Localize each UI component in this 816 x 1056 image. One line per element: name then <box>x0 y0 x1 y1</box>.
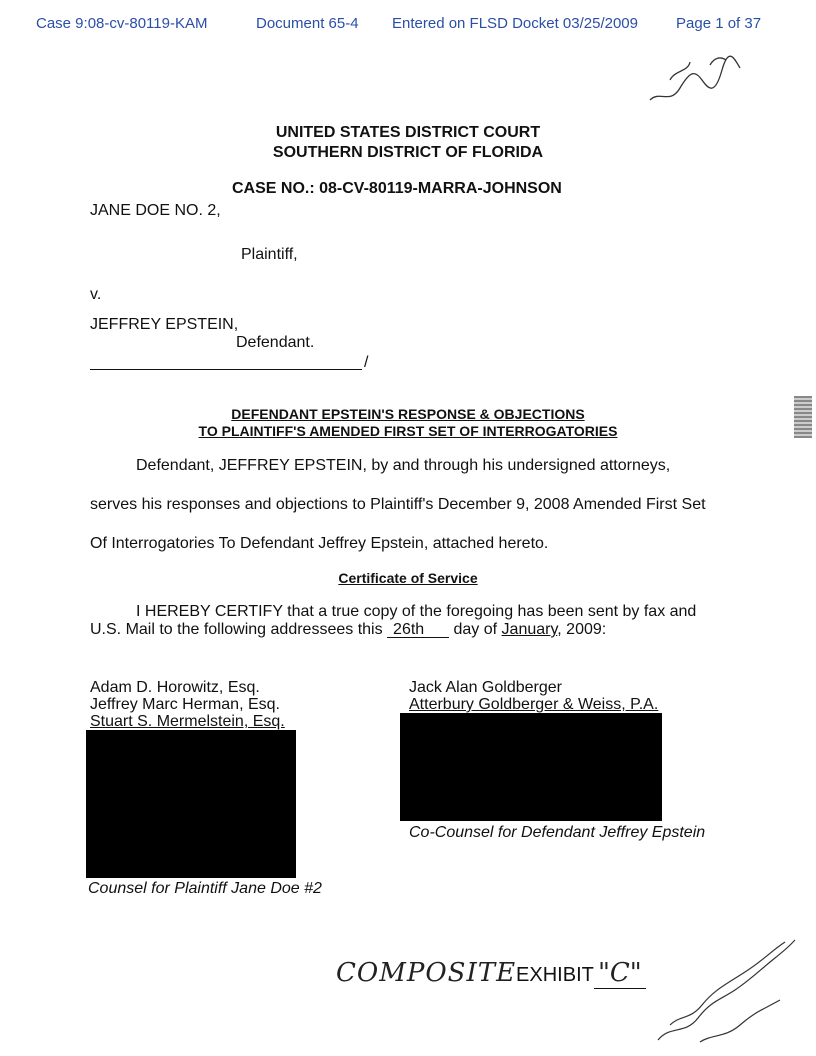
defendant-role: Defendant. <box>236 334 315 351</box>
docket-entered-date: Entered on FLSD Docket 03/25/2009 <box>392 15 638 32</box>
document-title-line1: DEFENDANT EPSTEIN'S RESPONSE & OBJECTIONS <box>231 406 585 422</box>
court-name-line1: UNITED STATES DISTRICT COURT <box>275 124 541 141</box>
composite-handwritten: COMPOSITE <box>336 958 517 988</box>
document-title-line2: TO PLAINTIFF'S AMENDED FIRST SET OF INTERROGATORIES <box>198 423 618 439</box>
certificate-line2-mid: day of <box>453 621 498 638</box>
right-addressee-line1: Jack Alan Goldberger <box>409 679 562 696</box>
certificate-day: 26th <box>387 622 449 638</box>
case-number: CASE NO.: 08-CV-80119-MARRA-JOHNSON <box>232 180 562 197</box>
certificate-line2-pre: U.S. Mail to the following addressees this <box>90 621 383 638</box>
composite-exhibit-label <box>336 958 646 989</box>
docket-page-number: Page 1 of 37 <box>676 15 762 32</box>
certificate-line1: I HEREBY CERTIFY that a true copy of the foregoing has been sent by fax and <box>136 603 697 620</box>
body-line2: serves his responses and objections to Plaintiff's December 9, 2008 Amended First Set <box>90 496 706 513</box>
handwritten-note-bottom-icon <box>650 930 800 1050</box>
court-name-line2: SOUTHERN DISTRICT OF FLORIDA <box>272 144 544 161</box>
left-addressee-line3: Stuart S. Mermelstein, Esq. <box>90 713 285 730</box>
exhibit-letter: "C" <box>594 958 646 989</box>
certificate-line2-post: , 2009: <box>557 621 607 638</box>
versus: v. <box>90 286 102 303</box>
body-line1: Defendant, JEFFREY EPSTEIN, by and through his undersigned attorneys, <box>136 457 671 474</box>
caption-slash: / <box>364 354 369 371</box>
certificate-month: January <box>501 621 558 638</box>
right-redaction-block <box>400 713 662 821</box>
right-addressee-line2: Atterbury Goldberger & Weiss, P.A. <box>409 696 659 713</box>
docket-document-number: Document 65-4 <box>256 15 359 32</box>
left-addressee-caption: Counsel for Plaintiff Jane Doe #2 <box>88 880 322 897</box>
left-addressee-line2: Jeffrey Marc Herman, Esq. <box>90 696 280 713</box>
body-line3: Of Interrogatories To Defendant Jeffrey Epstein, attached hereto. <box>90 535 549 552</box>
scan-artifact <box>794 396 812 438</box>
right-addressee-caption: Co-Counsel for Defendant Jeffrey Epstein <box>409 824 706 841</box>
handwritten-note-top-icon <box>640 50 750 110</box>
plaintiff-role: Plaintiff, <box>241 246 298 263</box>
left-addressee-line1: Adam D. Horowitz, Esq. <box>90 679 260 696</box>
caption-divider <box>90 369 362 370</box>
certificate-heading: Certificate of Service <box>338 570 478 586</box>
exhibit-word: EXHIBIT <box>516 964 594 986</box>
docket-case-number: Case 9:08-cv-80119-KAM <box>36 15 208 32</box>
certificate-line2 <box>90 621 606 639</box>
plaintiff-name: JANE DOE NO. 2, <box>90 202 221 219</box>
defendant-name: JEFFREY EPSTEIN, <box>90 316 239 333</box>
left-redaction-block <box>86 730 296 878</box>
